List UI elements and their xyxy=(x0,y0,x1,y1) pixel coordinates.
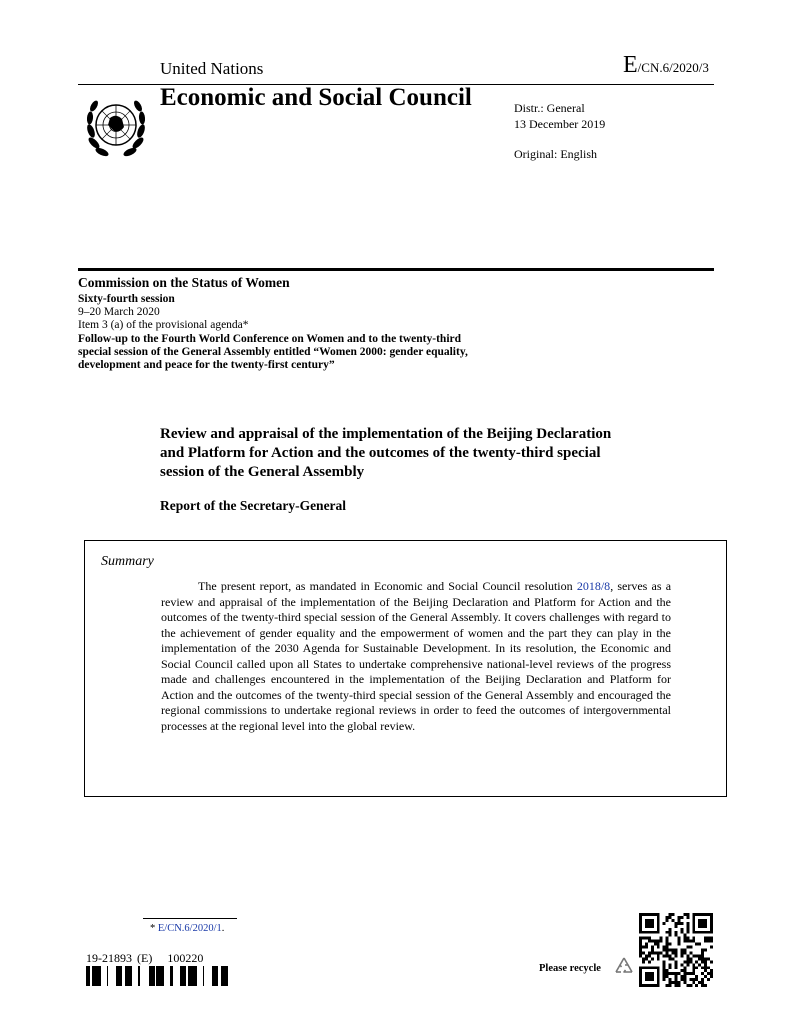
footnote-rule xyxy=(143,918,237,919)
symbol-rest: /CN.6/2020/3 xyxy=(637,60,709,75)
issue-date: 13 December 2019 xyxy=(514,117,606,131)
doc-number: 19-21893 (E) xyxy=(86,951,153,965)
resolution-link[interactable]: 2018/8 xyxy=(576,579,611,593)
distribution: Distr.: General xyxy=(514,101,585,115)
report-title: Review and appraisal of the implementation of the Beijing Declaration and Platform for Action and the outcomes of the twenty-third special session of the General Assembly xyxy=(160,426,612,480)
summary-heading: Summary xyxy=(101,554,154,569)
summary-text-rest: , serves as a review and appraisal of the implementation of the Beijing Declaration and Platform for Action and the outcomes of the twenty-third special session of the General Assembly. It covers challenges with regard to the achievement of gender equality and the empowerment of women and the part they can play in the implementation of the 2030 Agenda for Sustainable Development. In its resolution, the Economic and Social Council called upon all States to undertake comprehensive national-level reviews of the progress made and challenges encountered in the implementation of the Beijing Declaration and Platform for Action and the outcomes of the twenty-third special session of the General Assembly and encouraged the regional commissions to undertake regional reviews in order to feed the outcomes of intergovernmental processes at the regional level into the global review. xyxy=(161,579,672,733)
report-subtitle: Report of the Secretary-General xyxy=(160,498,347,513)
footnote-suffix: . xyxy=(221,923,225,934)
document-symbol xyxy=(623,52,709,79)
commission-name: Commission on the Status of Women xyxy=(78,275,290,290)
agenda-item: Item 3 (a) of the provisional agenda* xyxy=(78,319,249,332)
session-dates: 9–20 March 2020 xyxy=(78,306,160,319)
symbol-prefix: E xyxy=(623,52,638,78)
footnote-link[interactable]: E/CN.6/2020/1 xyxy=(157,923,222,934)
distribution-block xyxy=(514,100,605,132)
document-code xyxy=(86,951,203,966)
summary-box xyxy=(84,540,727,797)
session-block xyxy=(78,293,478,372)
agenda-title: Follow-up to the Fourth World Conference on Women and to the twenty-third special session of the General Assembly entitled “Women 2000: gender equality, development and peace for the twenty-first century” xyxy=(78,332,468,372)
footnote-marker: * xyxy=(150,923,156,934)
qr-code-icon xyxy=(639,913,713,987)
summary-text-start: The present report, as mandated in Economic and Social Council resolution xyxy=(198,579,573,593)
recycle-label: Please recycle xyxy=(539,963,601,974)
original-language: Original: English xyxy=(514,147,597,161)
un-emblem-icon xyxy=(80,91,152,163)
council-title: Economic and Social Council xyxy=(160,84,472,111)
recycle-icon xyxy=(612,955,636,979)
summary-text xyxy=(161,579,671,734)
footnote xyxy=(150,923,224,934)
barcode-icon xyxy=(86,966,232,986)
section-rule xyxy=(78,268,714,271)
session-name: Sixty-fourth session xyxy=(78,293,175,305)
organization-name: United Nations xyxy=(160,59,264,78)
doc-date: 100220 xyxy=(167,951,204,965)
